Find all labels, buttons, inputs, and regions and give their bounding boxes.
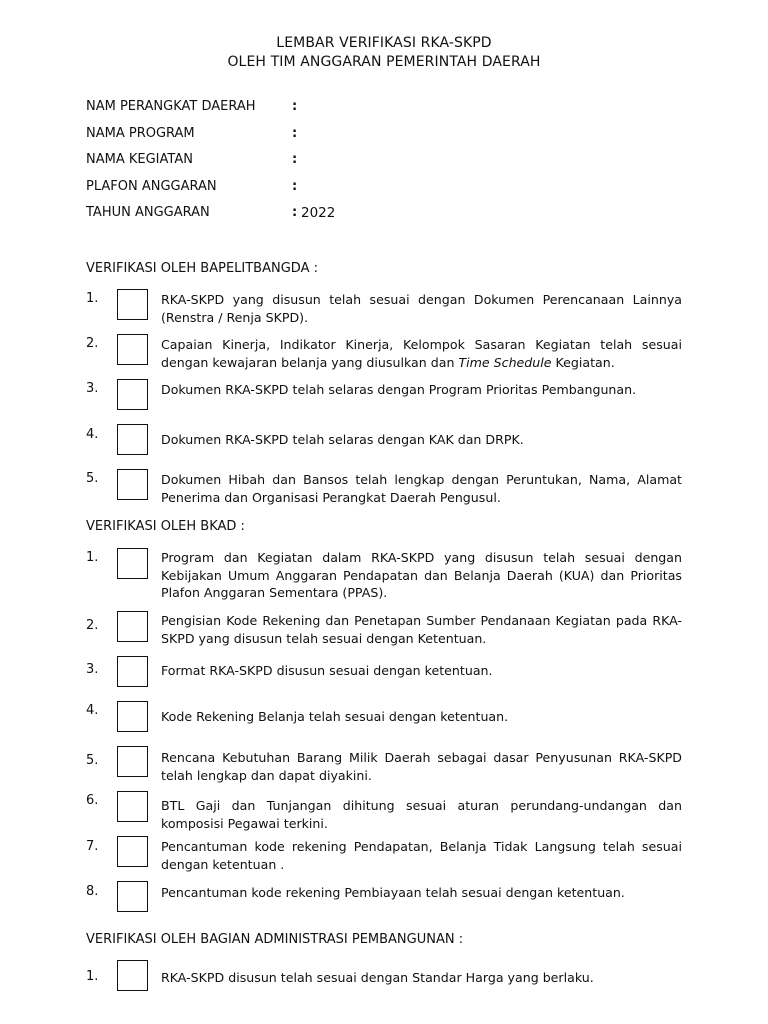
info-colon: : bbox=[292, 99, 298, 114]
item-text: Program dan Kegiatan dalam RKA-SKPD yang disusun telah sesuai dengan Kebijakan Umum Anggaran Pendapatan dan Belanja Daerah (KUA) dan Prioritas Plafon Anggaran Sementara (PPAS). bbox=[161, 550, 682, 600]
item-text: Pengisian Kode Rekening dan Penetapan Sumber Pendanaan Kegiatan pada RKA-SKPD yang disusun telah sesuai dengan Ketentuan. bbox=[161, 613, 682, 646]
item-number: 8. bbox=[86, 884, 99, 899]
item-number: 4. bbox=[86, 427, 99, 442]
item-number: 7. bbox=[86, 839, 99, 854]
info-colon: : bbox=[292, 125, 298, 141]
checkbox[interactable] bbox=[117, 424, 148, 455]
info-label: NAMA KEGIATAN bbox=[86, 152, 193, 167]
info-label: PLAFON ANGGARAN bbox=[86, 178, 217, 194]
section-heading-adm-pembangunan: VERIFIKASI OLEH BAGIAN ADMINISTRASI PEMBANGUNAN : bbox=[86, 932, 464, 947]
checkbox[interactable] bbox=[117, 791, 148, 822]
item-number: 3. bbox=[86, 662, 99, 677]
item-number: 1. bbox=[86, 550, 99, 565]
item-text: RKA-SKPD yang disusun telah sesuai dengan Dokumen Perencanaan Lainnya (Renstra / Renja SKPD). bbox=[161, 292, 682, 325]
item-text: Format RKA-SKPD disusun sesuai dengan ketentuan. bbox=[161, 663, 493, 678]
document-subtitle: OLEH TIM ANGGARAN PEMERINTAH DAERAH bbox=[227, 54, 541, 70]
info-colon: : bbox=[292, 205, 298, 220]
item-number: 1. bbox=[86, 291, 99, 306]
item-number: 5. bbox=[86, 753, 99, 768]
info-label: TAHUN ANGGARAN bbox=[86, 205, 210, 220]
checkbox[interactable] bbox=[117, 881, 148, 912]
item-number: 1. bbox=[86, 969, 99, 984]
item-text: Capaian Kinerja, Indikator Kinerja, Kelompok Sasaran Kegiatan telah sesuai dengan kewajaran belanja yang diusulkan dan Time Schedule Kegiatan. bbox=[161, 337, 682, 370]
info-label: NAMA PROGRAM bbox=[86, 125, 195, 141]
item-text: Rencana Kebutuhan Barang Milik Daerah sebagai dasar Penyusunan RKA-SKPD telah lengkap dan dapat diyakini. bbox=[161, 750, 682, 783]
item-text: Dokumen RKA-SKPD telah selaras dengan Program Prioritas Pembangunan. bbox=[161, 382, 637, 397]
item-text: Dokumen Hibah dan Bansos telah lengkap dengan Peruntukan, Nama, Alamat Penerima dan Organisasi Perangkat Daerah Pengusul. bbox=[161, 472, 682, 505]
document-title: LEMBAR VERIFIKASI RKA-SKPD bbox=[276, 35, 492, 51]
item-number: 2. bbox=[86, 336, 99, 351]
info-colon: : bbox=[292, 152, 298, 167]
section-heading-bkad: VERIFIKASI OLEH BKAD : bbox=[86, 519, 245, 534]
item-text: Pencantuman kode rekening Pendapatan, Belanja Tidak Langsung telah sesuai dengan ketentuan . bbox=[161, 839, 682, 872]
item-number: 5. bbox=[86, 471, 99, 486]
checkbox[interactable] bbox=[117, 548, 148, 579]
item-number: 6. bbox=[86, 793, 99, 808]
section-heading-bapelitbangda: VERIFIKASI OLEH BAPELITBANGDA : bbox=[86, 261, 318, 276]
item-number: 4. bbox=[86, 703, 99, 718]
item-text: RKA-SKPD disusun telah sesuai dengan Standar Harga yang berlaku. bbox=[161, 970, 594, 985]
info-value: 2022 bbox=[301, 205, 336, 221]
checkbox[interactable] bbox=[117, 469, 148, 500]
item-number: 2. bbox=[86, 618, 99, 633]
item-number: 3. bbox=[86, 381, 99, 396]
checkbox[interactable] bbox=[117, 836, 148, 867]
item-text: BTL Gaji dan Tunjangan dihitung sesuai aturan perundang-undangan dan komposisi Pegawai terkini. bbox=[161, 798, 682, 831]
checkbox[interactable] bbox=[117, 334, 148, 365]
info-colon: : bbox=[292, 178, 298, 194]
checkbox[interactable] bbox=[117, 379, 148, 410]
item-text: Dokumen RKA-SKPD telah selaras dengan KAK dan DRPK. bbox=[161, 432, 524, 447]
checkbox[interactable] bbox=[117, 701, 148, 732]
checkbox[interactable] bbox=[117, 746, 148, 777]
info-label: NAM PERANGKAT DAERAH bbox=[86, 99, 256, 114]
item-text: Pencantuman kode rekening Pembiayaan telah sesuai dengan ketentuan. bbox=[161, 885, 625, 900]
checkbox[interactable] bbox=[117, 656, 148, 687]
item-text: Kode Rekening Belanja telah sesuai dengan ketentuan. bbox=[161, 709, 509, 724]
checkbox[interactable] bbox=[117, 289, 148, 320]
checkbox[interactable] bbox=[117, 960, 148, 991]
checkbox[interactable] bbox=[117, 611, 148, 642]
